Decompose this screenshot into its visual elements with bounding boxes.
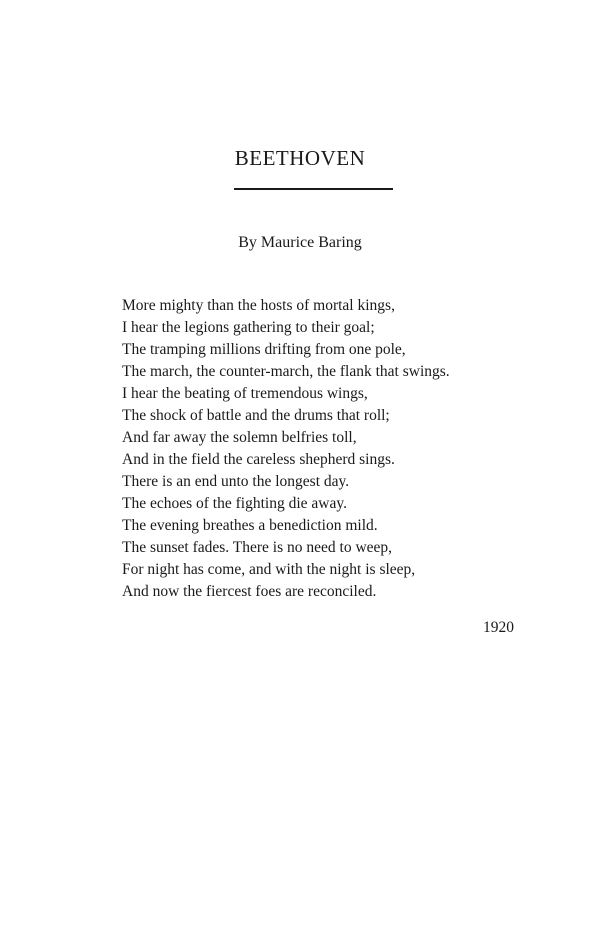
poem-line: And far away the solemn belfries toll, [122, 429, 357, 446]
poem-line: The march, the counter-march, the flank that swings. [122, 363, 450, 380]
poem-line: The echoes of the fighting die away. [122, 495, 347, 512]
poem-line: I hear the beating of tremendous wings, [122, 385, 368, 402]
poem-year: 1920 [483, 619, 514, 636]
poem-line: And now the fiercest foes are reconciled. [122, 583, 377, 600]
poem-line: The tramping millions drifting from one pole, [122, 341, 406, 358]
title-divider [234, 188, 393, 190]
poem-line: There is an end unto the longest day. [122, 473, 350, 490]
poem-line: I hear the legions gathering to their goal; [122, 319, 375, 336]
poem-line: The shock of battle and the drums that roll; [122, 407, 390, 424]
poem-line: For night has come, and with the night is sleep, [122, 561, 416, 578]
poem-author: By Maurice Baring [238, 234, 362, 251]
poem-line: More mighty than the hosts of mortal kings, [122, 297, 395, 314]
poem-title: BEETHOVEN [234, 146, 366, 170]
poem-line: The evening breathes a benediction mild. [122, 517, 378, 534]
poem-body [122, 295, 522, 603]
poem-line: The sunset fades. There is no need to weep, [122, 539, 393, 556]
poem-line: And in the field the careless shepherd sings. [122, 451, 395, 468]
